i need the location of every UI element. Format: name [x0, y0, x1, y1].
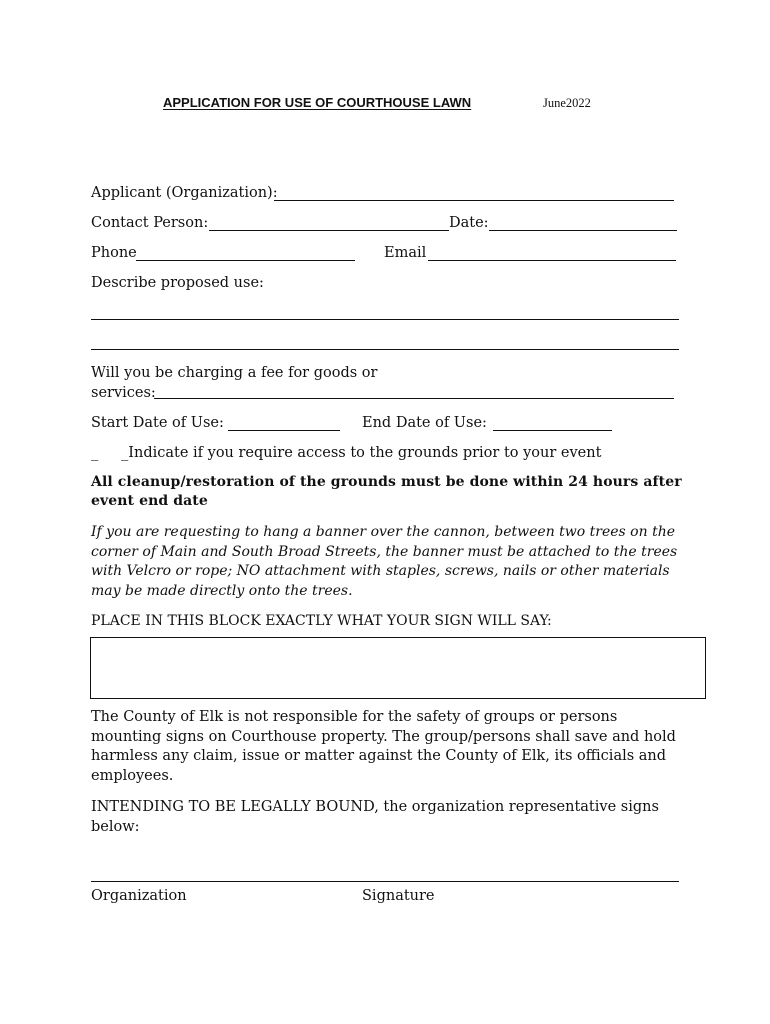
describe-use-line-2[interactable]	[91, 349, 679, 350]
start-date-label: Start Date of Use:	[91, 415, 224, 431]
phone-field[interactable]	[136, 260, 355, 261]
end-date-field[interactable]	[493, 430, 612, 431]
date-label: Date:	[449, 215, 489, 231]
phone-label: Phone	[91, 245, 137, 261]
email-label: Email	[384, 245, 427, 261]
access-checkbox-blank[interactable]: _	[91, 445, 99, 461]
legally-bound-statement: INTENDING TO BE LEGALLY BOUND, the organization representative signs below:	[91, 799, 659, 835]
applicant-field[interactable]	[274, 200, 674, 201]
describe-use-label: Describe proposed use:	[91, 275, 264, 291]
organization-label: Organization	[91, 888, 187, 904]
signature-line[interactable]	[91, 881, 679, 882]
applicant-label: Applicant (Organization):	[91, 185, 278, 201]
form-revision-date: June2022	[543, 96, 591, 110]
fee-field[interactable]	[154, 398, 674, 399]
email-field[interactable]	[428, 260, 676, 261]
fee-question-label-cont: services:	[91, 385, 156, 401]
banner-notice: If you are requesting to hang a banner over the cannon, between two trees on the corner of Main and South Broad Streets, the banner must be attached to the trees with Velcro or rope; NO attachment with staples, screws, nails or other materials may be made directly onto the trees.	[91, 524, 678, 599]
fee-question-label: Will you be charging a fee for goods or	[91, 365, 378, 381]
start-date-field[interactable]	[228, 430, 340, 431]
sign-block-label: PLACE IN THIS BLOCK EXACTLY WHAT YOUR SIGN WILL SAY:	[91, 613, 552, 629]
access-label: _Indicate if you require access to the grounds prior to your event	[121, 445, 602, 461]
contact-person-label: Contact Person:	[91, 215, 209, 231]
describe-use-line-1[interactable]	[91, 319, 679, 320]
page-title: APPLICATION FOR USE OF COURTHOUSE LAWN	[163, 95, 472, 110]
liability-statement: The County of Elk is not responsible for the safety of groups or persons mounting signs on Courthouse property. The group/persons shall save and hold harmless any claim, issue or matter against the County of Elk, its officials and employees.	[91, 709, 676, 785]
contact-person-field[interactable]	[209, 230, 449, 231]
date-field[interactable]	[489, 230, 677, 231]
cleanup-notice: All cleanup/restoration of the grounds must be done within 24 hours after event end date	[91, 474, 682, 509]
signature-label: Signature	[362, 888, 435, 904]
end-date-label: End Date of Use:	[362, 415, 487, 431]
sign-text-box[interactable]	[90, 637, 706, 699]
